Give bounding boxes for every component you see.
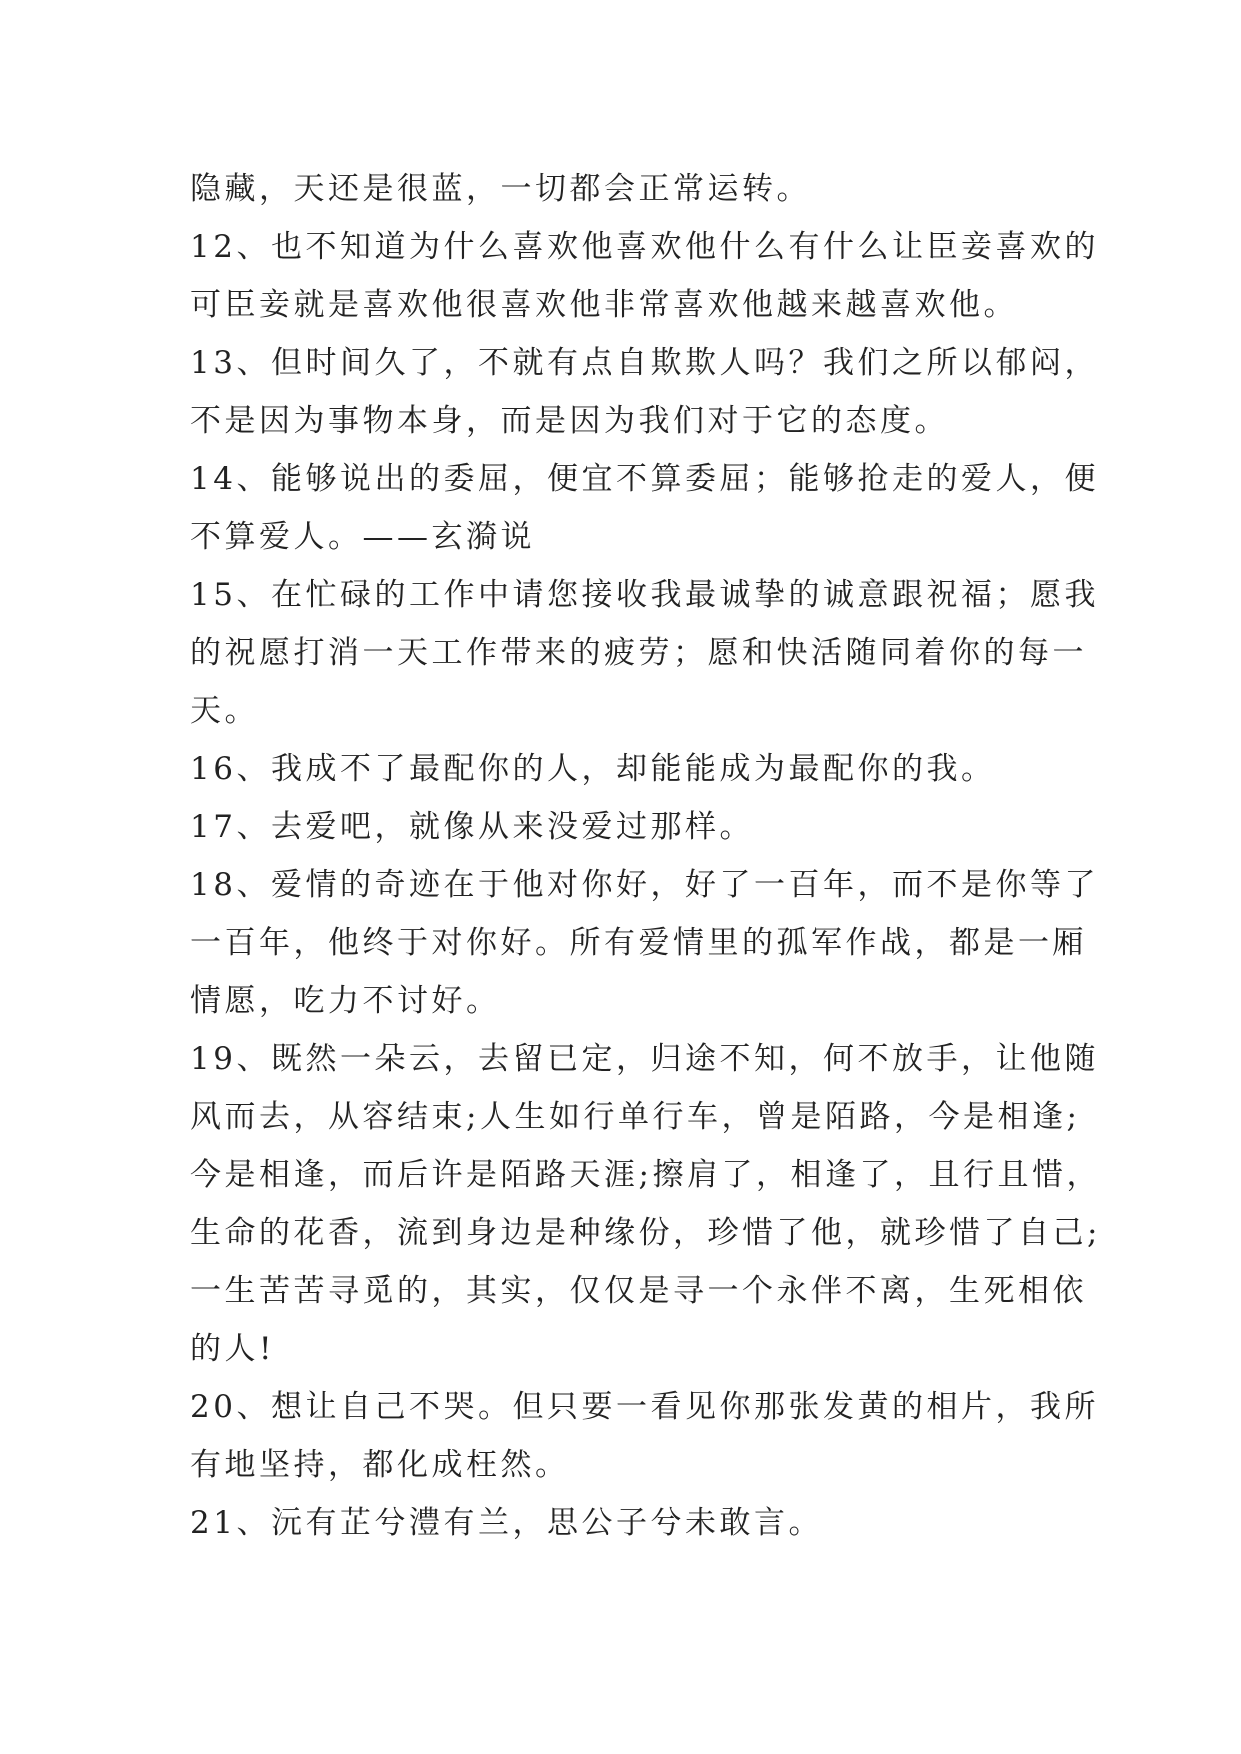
text-line: 天。 [190,693,259,729]
text-line: 20、想让自己不哭。但只要一看见你那张发黄的相片，我所 [190,1389,1099,1425]
text-line: 情愿，吃力不讨好。 [190,983,501,1019]
text-line: 不是因为事物本身，而是因为我们对于它的态度。 [190,403,949,439]
text-line: 隐藏，天还是很蓝，一切都会正常运转。 [190,171,811,207]
text-line: 17、去爱吧，就像从来没爱过那样。 [190,809,754,845]
text-line: 15、在忙碌的工作中请您接收我最诚挚的诚意跟祝福；愿我 [190,577,1099,613]
text-line: 的人! [190,1331,275,1367]
text-line: 13、但时间久了，不就有点自欺欺人吗？我们之所以郁闷， [190,345,1099,381]
text-line: 生命的花香，流到身边是种缘份，珍惜了他，就珍惜了自己; [190,1215,1101,1251]
text-line: 一百年，他终于对你好。所有爱情里的孤军作战，都是一厢 [190,925,1087,961]
text-line: 的祝愿打消一天工作带来的疲劳；愿和快活随同着你的每一 [190,635,1087,671]
text-line: 14、能够说出的委屈，便宜不算委屈；能够抢走的爱人，便 [190,461,1099,497]
document-body [190,160,1101,1552]
text-line: 不算爱人。——玄漪说 [190,519,535,555]
text-line: 19、既然一朵云，去留已定，归途不知，何不放手，让他随 [190,1041,1099,1077]
text-line: 一生苦苦寻觅的，其实，仅仅是寻一个永伴不离，生死相依 [190,1273,1087,1309]
text-line: 今是相逢，而后许是陌路天涯;擦肩了，相逢了，且行且惜， [190,1157,1101,1193]
text-line: 21、沅有芷兮澧有兰，思公子兮未敢言。 [190,1505,823,1541]
text-line: 16、我成不了最配你的人，却能能成为最配你的我。 [190,751,996,787]
text-line: 12、也不知道为什么喜欢他喜欢他什么有什么让臣妾喜欢的 [190,229,1099,265]
text-line: 可臣妾就是喜欢他很喜欢他非常喜欢他越来越喜欢他。 [190,287,1018,323]
text-line: 风而去，从容结束;人生如行单行车，曾是陌路，今是相逢; [190,1099,1081,1135]
text-line: 有地坚持，都化成枉然。 [190,1447,570,1483]
text-line: 18、爱情的奇迹在于他对你好，好了一百年，而不是你等了 [190,867,1099,903]
